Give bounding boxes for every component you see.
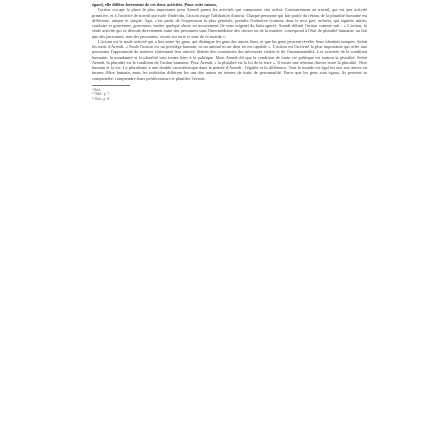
lead-sentence: égard, elle diffère fortement de ces deux activités. Pour cette raison, bbox=[92, 2, 217, 7]
footnotes: ⁹ Ibid. ¹⁰ Ibid., p. 7. ¹¹ Ibid., p. 8. bbox=[92, 87, 111, 101]
paragraph-1: l'action occupe la place la plus importante pour Arendt parmi les activités qui composent vita activa. Contrairement au travail, qui est une activité primitive, et à l'activité de travail qui isole l'individu, l'action exige l'affiliation d'autrui. Chaque personne qui fait partie du réseau de la pluralité humaine est différente, unique et simple. Agir, c'est partir de l'expression la plus générale, prendre l'initiative (comme dans le mot grec archein, qui signifie initier, conduire et gouverner, gouverner, mettre quelque chose en mouvement (le sens original du latin agere). Arendt définit l'action comme suit : « L'action, la seule activité qui se déroule directement entre des personnes sans l'intermédiaire des choses ou de la matière, correspond à l'état de pluralité humaine, au fait que des personnes, non des personnes, vivent sur terre et sont de ce monde ». bbox=[92, 7, 367, 39]
footnote-divider bbox=[92, 85, 130, 86]
text-column bbox=[92, 2, 367, 101]
paragraph-2: L'action est la seule activité qui a lieu entre les gens, qui distingue les gens des autres êtres, et que les gens peuvent révéler leurs identités uniques. Selon les mots d'Arendt, « Seule l'action est un privilège humain, ni un animal ni un dieu en est capable ». L'action est l'activité la plus importante qui offre aux personnes l'opportunité de montrer clairement leur unicité, libérée des contraintes des nécessités vitales et de l'instrumentalité. Les activités de la condition humaine, la mondanité et la pluralité sont toutes liées à la politique. Mais Arendt dit que la condition de toute vie politique est surtout la pluralité. Selon Arendt, la pluralité est la condition de l'action humaine. Pour Arendt, « la pluralité est la loi de la terre ». Il existe une relation directe entre la pluralité, l'être humain et la vie. Le pluralisme a une double caractéristique dans la pensée d'Arendt : l'égalité et la différence. Tout le monde est égal les uns aux autres en termes d'être humain, mais les individus diffèrent les uns des autres en termes de traits de personnalité. Parce que les gens sont égaux, ils peuvent se comprendre, comprendre leurs prédécesseurs et planifier l'avenir. bbox=[92, 38, 367, 81]
